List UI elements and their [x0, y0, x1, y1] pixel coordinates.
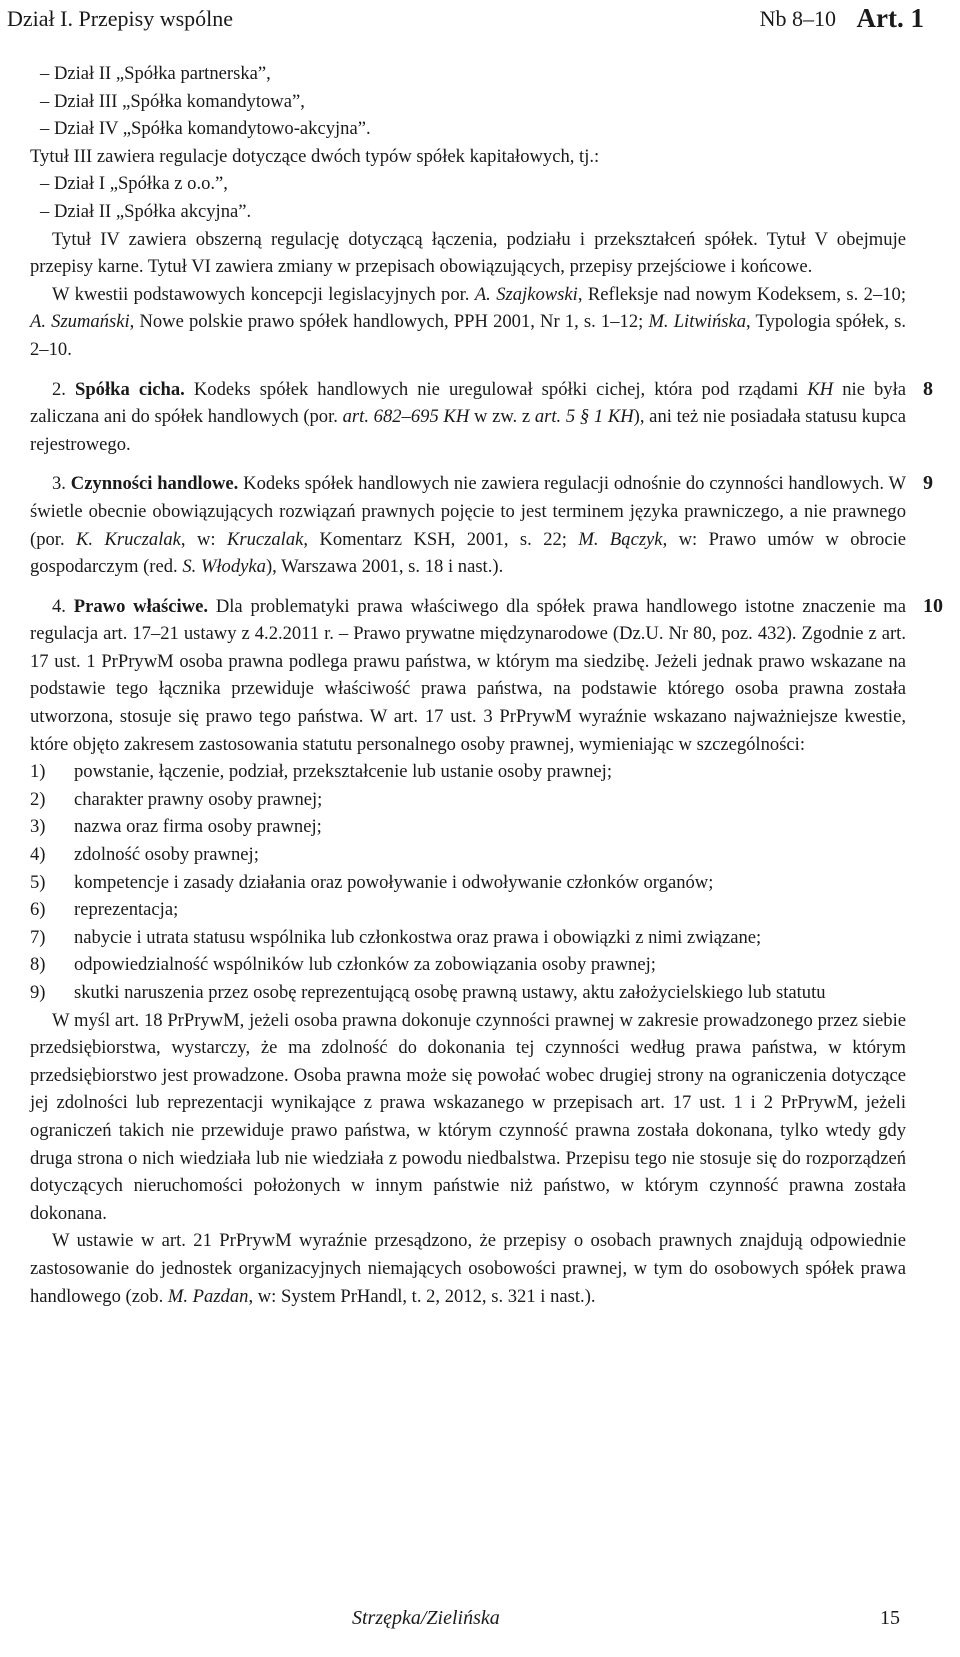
title-four-paragraph: Tytuł IV zawiera obszerną regulację dotyczącą łączenia, podziału i przekształceń spółek. Tytuł V obejmuje przepisy karne. Tytuł VI zawiera zmiany w przepisach obowiązujących, przepisy przejściowe i końcowe.: [30, 228, 906, 278]
list-item: 6) reprezentacja;: [30, 899, 179, 921]
list-item: 8) odpowiedzialność wspólników lub członków za zobowiązania osoby prawnej;: [30, 954, 656, 976]
article-21-paragraph: W ustawie w art. 21 PrPrywM wyraźnie przesądzono, że przepisy o osobach prawnych znajdują odpowiednie zastosowanie do jednostek organizacyjnych niemających osobowości prawnej, w tym do osobowych spółek prawa handlowego (zob. M. Pazdan, w: System PrHandl, t. 2, 2012, s. 321 i nast.).: [30, 1230, 906, 1307]
list-item: – Dział III „Spółka komandytowa”,: [40, 90, 305, 112]
list-item: – Dział II „Spółka akcyjna”.: [40, 200, 252, 222]
margin-number: 10: [923, 594, 943, 617]
section-title: Dział I. Przepisy wspólne: [7, 6, 234, 31]
list-item: – Dział IV „Spółka komandytowo-akcyjna”.: [40, 118, 371, 140]
margin-number: 8: [923, 377, 933, 400]
paragraph-10: 10 4. Prawo właściwe. Dla problematyki prawa właściwego dla spółek prawa handlowego istotne znaczenie ma regulacja art. 17–21 ustawy z 4.2.2011 r. – Prawo prywatne międzynarodowe (Dz.U. Nr 80, poz. 432). Zgodnie z art. 17 ust. 1 PrPrywM osoba prawna podlega prawu państwa, w którym ma siedzibę. Jeżeli jednak prawo wskazane na podstawie tego łącznika przewiduje właściwość prawa państwa, na podstawie którego osoba prawna została utworzona, stosuje się prawo tego państwa. W art. 17 ust. 3 PrPrywM wyraźnie wskazano najważniejsze kwestie, które objęto zakresem zastosowania statutu personalnego osoby prawnej, wymieniając w szczególności:: [30, 594, 943, 755]
article-18-paragraph: W myśl art. 18 PrPrywM, jeżeli osoba prawna dokonuje czynności prawnej w zakresie prowadzonego przez siebie przedsiębiorstwa, wystarczy, że ma zdolność do dokonania tej czynności według prawa państwa, w którym przedsiębiorstwo jest prowadzone. Osoba prawna może się powołać wobec drugiej strony na ograniczenia dotyczące jej zdolności lub reprezentacji wynikające z prawa wskazanego w przepisach art. 17 ust. 1 i 2 PrPrywM, jeżeli ograniczeń takich nie przewiduje prawo państwa, w którym czynność prawna została dokonana, tylko wtedy gdy druga strona o nich wiedziała lub nie wiedziała z powodu niedbalstwa. Przepisu tego nie stosuje się do rozporządzeń dotyczących nieruchomości położonych w innym państwie niż państwo, w którym czynność prawna została dokonana.: [30, 1009, 906, 1224]
list-item: 5) kompetencje i zasady działania oraz powoływanie i odwoływanie członków organów;: [30, 871, 714, 893]
literature-paragraph: W kwestii podstawowych koncepcji legislacyjnych por. A. Szajkowski, Refleksje nad nowym Kodeksem, s. 2–10; A. Szumański, Nowe polskie prawo spółek handlowych, PPH 2001, Nr 1, s. 1–12; M. Litwińska, Typologia spółek, s. 2–10.: [30, 283, 906, 360]
paragraph-9: 9 3. Czynności handlowe. Kodeks spółek handlowych nie zawiera regulacji odnośnie do czynności handlowych. W świetle obecnie obowiązujących rozwiązań prawnych pojęcie to jest terminem języka prawniczego, a nie prawnego (por. K. Kruczalak, w: Kruczalak, Komentarz KSH, 2001, s. 22; M. Bączyk, w: Prawo umów w obrocie gospodarczym (red. S. Włodyka), Warszawa 2001, s. 18 i nast.).: [30, 472, 933, 578]
title-three-paragraph: Tytuł III zawiera regulacje dotyczące dwóch typów spółek kapitałowych, tj.:: [30, 145, 600, 167]
body-text: [30, 60, 943, 1310]
list-item: 9) skutki naruszenia przez osobę reprezentującą osobę prawną ustawy, aktu założycielskiego lub statutu: [30, 982, 826, 1003]
paragraph-heading: Czynności handlowe.: [70, 473, 239, 495]
paragraph-heading: Spółka cicha.: [75, 378, 185, 400]
list-item: 1) powstanie, łączenie, podział, przekształcenie lub ustanie osoby prawnej;: [30, 761, 612, 783]
title-three-list: [30, 170, 906, 225]
footer-authors: Strzępka/Zielińska: [352, 1607, 500, 1629]
list-item: – Dział I „Spółka z o.o.”,: [40, 173, 228, 195]
margin-number: 9: [923, 472, 933, 495]
list-item: 3) nazwa oraz firma osoby prawnej;: [30, 816, 322, 838]
running-header: [7, 3, 924, 42]
page-number: 15: [880, 1607, 900, 1629]
list-item: – Dział II „Spółka partnerska”,: [40, 63, 271, 84]
list-item: 7) nabycie i utrata statusu wspólnika lub członkostwa oraz prawa i obowiązki z nimi związane;: [30, 926, 762, 948]
list-item: 2) charakter prawny osoby prawnej;: [30, 788, 323, 810]
paragraph-8: 8 2. Spółka cicha. Kodeks spółek handlowych nie uregulował spółki cichej, która pod rządami KH nie była zaliczana ani do spółek handlowych (por. art. 682–695 KH w zw. z art. 5 § 1 KH), ani też nie posiadała statusu kupca rejestrowego.: [30, 377, 933, 455]
margin-number-range: Nb 8–10: [759, 6, 836, 31]
article-number: Art. 1: [856, 3, 924, 33]
list-item: 4) zdolność osoby prawnej;: [30, 844, 259, 866]
paragraph-heading: Prawo właściwe.: [73, 595, 209, 617]
statute-scope-list: [30, 758, 906, 1006]
intro-list: [30, 60, 906, 143]
